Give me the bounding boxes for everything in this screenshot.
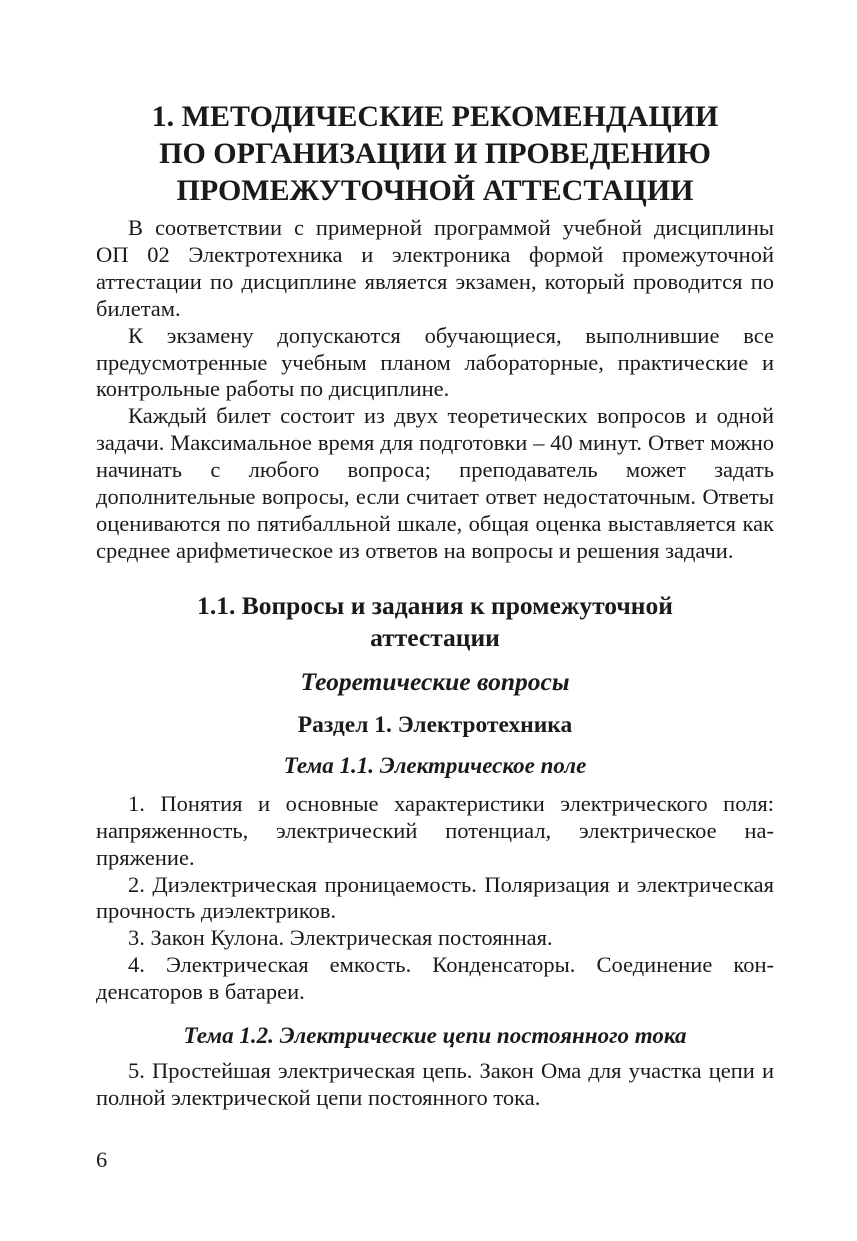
section-title-line: аттестации — [370, 622, 500, 652]
question-item: 2. Диэлектрическая проницаемость. Поляризация и электрическая прочность диэлектриков. — [96, 871, 774, 924]
chapter-title — [96, 98, 774, 209]
question-item: 5. Простейшая электрическая цепь. Закон Ома для участка цепи и полной электрической цепи постоянного тока. — [96, 1058, 774, 1110]
section-title-line: 1.1. Вопросы и задания к промежуточной — [197, 590, 673, 620]
chapter-title-line: 1. МЕТОДИЧЕСКИЕ РЕКОМЕНДАЦИИ — [151, 100, 719, 133]
topic-title: Тема 1.1. Электрическое поле — [283, 752, 587, 778]
question-list — [96, 1058, 774, 1112]
paragraph: В соответствии с примерной программой учебной дисциплины ОП 02 Электротехника и электроника формой промежуточной аттестации по дисциплине является экзамен, который проводится по билетам. — [96, 215, 774, 321]
question-item: 4. Электрическая емкость. Конденсаторы. Соединение конденсаторов в батареи. — [96, 952, 774, 1005]
paragraph: К экзамену допускаются обучающиеся, выполнившие все предусмотренные учебным планом лабораторные, практические и контрольные работы по дисциплине. — [96, 322, 774, 402]
topic-title: Тема 1.2. Электрические цепи постоянного тока — [183, 1023, 687, 1049]
part-title: Раздел 1. Электротехника — [297, 711, 573, 738]
section-title — [96, 590, 774, 654]
chapter-title-line: ПРОМЕЖУТОЧНОЙ АТТЕСТАЦИИ — [176, 174, 694, 207]
page-number: 6 — [96, 1147, 108, 1172]
chapter-intro — [96, 215, 774, 565]
paragraph: Каждый билет состоит из двух теоретических вопросов и одной задачи. Максимальное время для подготовки – 40 минут. Ответ можно начинать с любого вопроса; преподаватель может задать дополнительные вопросы, если считает ответ недостаточным. Ответы оцениваются по пятибалльной шкале, общая оценка выставляется как среднее арифметическое из ответов на вопросы и решения задачи. — [96, 403, 774, 563]
section-subtitle: Теоретические вопросы — [300, 666, 570, 696]
question-item: 3. Закон Кулона. Электрическая постоянная. — [128, 925, 553, 951]
question-list — [96, 791, 774, 1006]
chapter-title-line: ПО ОРГАНИЗАЦИИ И ПРОВЕДЕНИЮ — [159, 137, 711, 170]
question-item: 1. Понятия и основные характеристики электрического поля: напряженность, электрический потенциал, электрическое напряжение. — [96, 790, 774, 870]
page-content — [96, 98, 774, 1112]
